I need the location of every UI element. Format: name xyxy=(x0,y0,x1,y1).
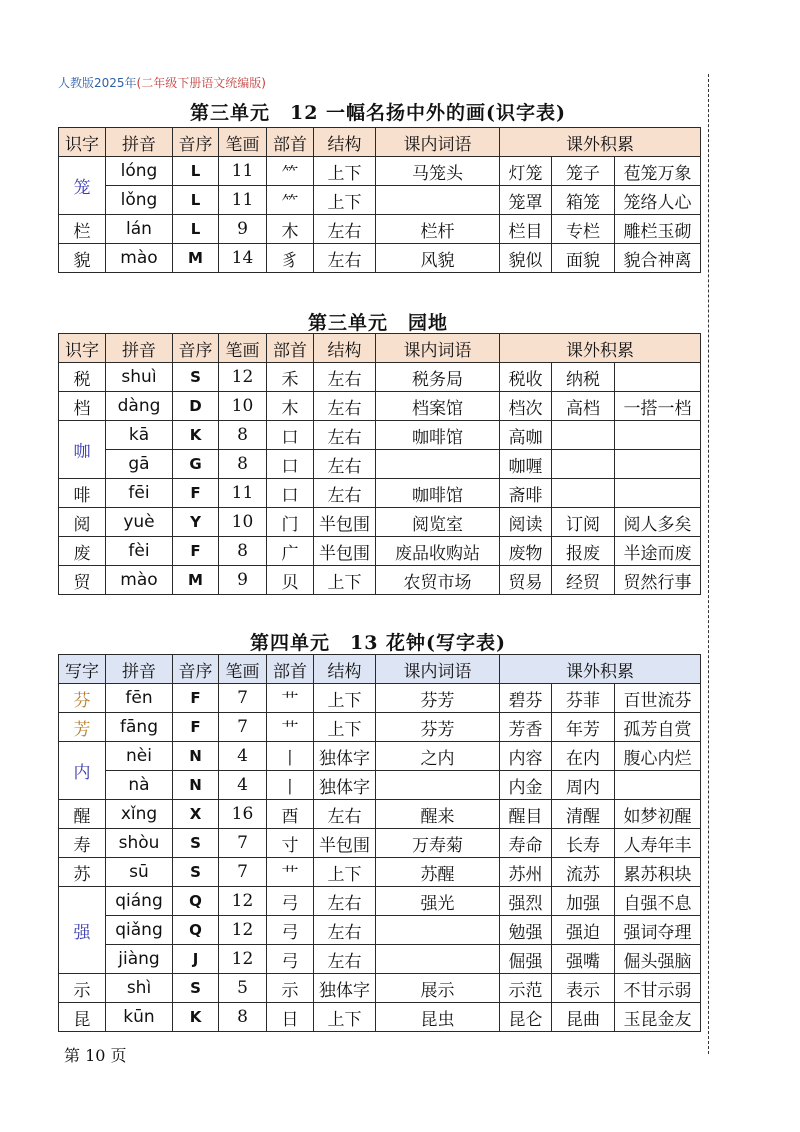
in-class-words-cell: 栏杆 xyxy=(376,215,500,244)
strokes-cell: 10 xyxy=(219,392,267,421)
in-class-words-cell: 咖啡馆 xyxy=(376,421,500,450)
radical-cell: 日 xyxy=(267,1003,314,1032)
index-cell: N xyxy=(173,742,219,771)
char-cell: 栏 xyxy=(59,215,106,244)
extra-words-cell: 废物 xyxy=(500,537,552,566)
column-header: 部首 xyxy=(267,655,314,684)
column-header: 识字 xyxy=(59,334,106,363)
in-class-words-cell: 废品收购站 xyxy=(376,537,500,566)
radical-cell: 弓 xyxy=(267,916,314,945)
strokes-cell: 8 xyxy=(219,450,267,479)
extra-words-cell: 人寿年丰 xyxy=(615,829,701,858)
extra-words-cell: 倔强 xyxy=(500,945,552,974)
column-header: 结构 xyxy=(314,655,376,684)
extra-words-cell: 高咖 xyxy=(500,421,552,450)
table-title-2: 第三单元 园地 xyxy=(307,312,448,334)
strokes-cell: 7 xyxy=(219,713,267,742)
table-row xyxy=(59,916,701,945)
index-cell: X xyxy=(173,800,219,829)
strokes-cell: 14 xyxy=(219,244,267,273)
table-row xyxy=(59,244,701,273)
column-header: 笔画 xyxy=(219,128,267,157)
structure-cell: 上下 xyxy=(314,1003,376,1032)
extra-words-cell: 表示 xyxy=(552,974,615,1003)
strokes-cell: 12 xyxy=(219,916,267,945)
char-cell: 示 xyxy=(59,974,106,1003)
vocab-table-3 xyxy=(58,654,701,1032)
strokes-cell: 11 xyxy=(219,157,267,186)
extra-words-cell: 经贸 xyxy=(552,566,615,595)
pinyin-cell: fēn xyxy=(106,684,173,713)
in-class-words-cell: 芬芳 xyxy=(376,713,500,742)
index-cell: L xyxy=(173,157,219,186)
extra-words-cell: 斋啡 xyxy=(500,479,552,508)
index-cell: D xyxy=(173,392,219,421)
pinyin-cell: mào xyxy=(106,244,173,273)
in-class-words-cell: 芬芳 xyxy=(376,684,500,713)
strokes-cell: 7 xyxy=(219,858,267,887)
pinyin-cell: shòu xyxy=(106,829,173,858)
extra-words-cell: 笼罩 xyxy=(500,186,552,215)
pinyin-cell: sū xyxy=(106,858,173,887)
column-header: 识字 xyxy=(59,128,106,157)
char-cell: 内 xyxy=(59,742,106,800)
table-row xyxy=(59,684,701,713)
in-class-words-cell: 阅览室 xyxy=(376,508,500,537)
extra-words-cell: 貌似 xyxy=(500,244,552,273)
extra-words-cell: 在内 xyxy=(552,742,615,771)
column-header: 拼音 xyxy=(106,128,173,157)
char-cell: 寿 xyxy=(59,829,106,858)
extra-words-cell: 内容 xyxy=(500,742,552,771)
table-row xyxy=(59,713,701,742)
column-header: 笔画 xyxy=(219,334,267,363)
char-cell: 阅 xyxy=(59,508,106,537)
extra-words-cell xyxy=(615,771,701,800)
radical-cell: 口 xyxy=(267,421,314,450)
in-class-words-cell xyxy=(376,450,500,479)
table-row xyxy=(59,742,701,771)
pinyin-cell: gā xyxy=(106,450,173,479)
table-row xyxy=(59,800,701,829)
column-header: 拼音 xyxy=(106,655,173,684)
extra-words-cell: 倔头强脑 xyxy=(615,945,701,974)
strokes-cell: 8 xyxy=(219,421,267,450)
structure-cell: 左右 xyxy=(314,450,376,479)
structure-cell: 上下 xyxy=(314,858,376,887)
in-class-words-cell xyxy=(376,945,500,974)
structure-cell: 上下 xyxy=(314,186,376,215)
in-class-words-cell: 苏醒 xyxy=(376,858,500,887)
extra-words-cell: 贸然行事 xyxy=(615,566,701,595)
index-cell: S xyxy=(173,974,219,1003)
structure-cell: 左右 xyxy=(314,916,376,945)
char-cell: 废 xyxy=(59,537,106,566)
radical-cell: 木 xyxy=(267,215,314,244)
radical-cell: 弓 xyxy=(267,945,314,974)
in-class-words-cell: 醒来 xyxy=(376,800,500,829)
in-class-words-cell: 展示 xyxy=(376,974,500,1003)
in-class-words-cell: 之内 xyxy=(376,742,500,771)
strokes-cell: 12 xyxy=(219,945,267,974)
radical-cell: 禾 xyxy=(267,363,314,392)
column-header: 部首 xyxy=(267,128,314,157)
extra-words-cell: 笼子 xyxy=(552,157,615,186)
page-number: 第 10 页 xyxy=(64,1046,127,1065)
pinyin-cell: fèi xyxy=(106,537,173,566)
char-cell: 笼 xyxy=(59,157,106,215)
char-cell: 醒 xyxy=(59,800,106,829)
structure-cell: 半包围 xyxy=(314,537,376,566)
column-header: 课外积累 xyxy=(500,334,701,363)
radical-cell: 艹 xyxy=(267,684,314,713)
extra-words-cell: 一搭一档 xyxy=(615,392,701,421)
index-cell: G xyxy=(173,450,219,479)
index-cell: M xyxy=(173,244,219,273)
column-header: 音序 xyxy=(173,334,219,363)
radical-cell: 艹 xyxy=(267,858,314,887)
strokes-cell: 8 xyxy=(219,1003,267,1032)
extra-words-cell: 不甘示弱 xyxy=(615,974,701,1003)
structure-cell: 上下 xyxy=(314,684,376,713)
extra-words-cell: 栏目 xyxy=(500,215,552,244)
extra-words-cell: 阅读 xyxy=(500,508,552,537)
extra-words-cell: 纳税 xyxy=(552,363,615,392)
column-header: 课内词语 xyxy=(376,655,500,684)
extra-words-cell: 强烈 xyxy=(500,887,552,916)
extra-words-cell: 玉昆金友 xyxy=(615,1003,701,1032)
strokes-cell: 4 xyxy=(219,771,267,800)
structure-cell: 独体字 xyxy=(314,771,376,800)
extra-words-cell: 腹心内烂 xyxy=(615,742,701,771)
pinyin-cell: lǒng xyxy=(106,186,173,215)
pinyin-cell: qiáng xyxy=(106,887,173,916)
strokes-cell: 12 xyxy=(219,363,267,392)
index-cell: L xyxy=(173,186,219,215)
strokes-cell: 5 xyxy=(219,974,267,1003)
in-class-words-cell: 强光 xyxy=(376,887,500,916)
radical-cell: ⺮ xyxy=(267,186,314,215)
table-row xyxy=(59,829,701,858)
extra-words-cell: 雕栏玉砌 xyxy=(615,215,701,244)
radical-cell: 示 xyxy=(267,974,314,1003)
char-cell: 贸 xyxy=(59,566,106,595)
strokes-cell: 7 xyxy=(219,829,267,858)
pinyin-cell: kā xyxy=(106,421,173,450)
extra-words-cell: 半途而废 xyxy=(615,537,701,566)
radical-cell: ⺮ xyxy=(267,157,314,186)
extra-words-cell: 昆曲 xyxy=(552,1003,615,1032)
extra-words-cell: 加强 xyxy=(552,887,615,916)
extra-words-cell: 周内 xyxy=(552,771,615,800)
extra-words-cell: 贸易 xyxy=(500,566,552,595)
extra-words-cell: 灯笼 xyxy=(500,157,552,186)
pinyin-cell: fāng xyxy=(106,713,173,742)
structure-cell: 左右 xyxy=(314,215,376,244)
pinyin-cell: shuì xyxy=(106,363,173,392)
index-cell: F xyxy=(173,537,219,566)
radical-cell: 酉 xyxy=(267,800,314,829)
char-cell: 税 xyxy=(59,363,106,392)
index-cell: J xyxy=(173,945,219,974)
structure-cell: 左右 xyxy=(314,479,376,508)
extra-words-cell: 阅人多矣 xyxy=(615,508,701,537)
index-cell: L xyxy=(173,215,219,244)
index-cell: Q xyxy=(173,887,219,916)
strokes-cell: 11 xyxy=(219,479,267,508)
index-cell: Q xyxy=(173,916,219,945)
in-class-words-cell: 咖啡馆 xyxy=(376,479,500,508)
index-cell: K xyxy=(173,421,219,450)
in-class-words-cell xyxy=(376,916,500,945)
header-row xyxy=(59,128,701,157)
column-header: 课内词语 xyxy=(376,128,500,157)
extra-words-cell: 报废 xyxy=(552,537,615,566)
column-header: 结构 xyxy=(314,334,376,363)
extra-words-cell: 专栏 xyxy=(552,215,615,244)
pinyin-cell: lóng xyxy=(106,157,173,186)
strokes-cell: 4 xyxy=(219,742,267,771)
radical-cell: 丨 xyxy=(267,742,314,771)
pinyin-cell: xǐng xyxy=(106,800,173,829)
table-row xyxy=(59,858,701,887)
extra-words-cell xyxy=(552,479,615,508)
extra-words-cell: 面貌 xyxy=(552,244,615,273)
table-row xyxy=(59,887,701,916)
header-row xyxy=(59,334,701,363)
radical-cell: 寸 xyxy=(267,829,314,858)
header-row xyxy=(59,655,701,684)
char-cell: 昆 xyxy=(59,1003,106,1032)
char-cell: 档 xyxy=(59,392,106,421)
extra-words-cell: 醒目 xyxy=(500,800,552,829)
radical-cell: 门 xyxy=(267,508,314,537)
column-header: 音序 xyxy=(173,128,219,157)
strokes-cell: 12 xyxy=(219,887,267,916)
index-cell: F xyxy=(173,713,219,742)
pinyin-cell: fēi xyxy=(106,479,173,508)
extra-words-cell: 自强不息 xyxy=(615,887,701,916)
table-row xyxy=(59,945,701,974)
index-cell: F xyxy=(173,479,219,508)
extra-words-cell xyxy=(552,421,615,450)
strokes-cell: 16 xyxy=(219,800,267,829)
radical-cell: 口 xyxy=(267,450,314,479)
in-class-words-cell: 农贸市场 xyxy=(376,566,500,595)
strokes-cell: 11 xyxy=(219,186,267,215)
radical-cell: 木 xyxy=(267,392,314,421)
extra-words-cell: 如梦初醒 xyxy=(615,800,701,829)
column-header: 课内词语 xyxy=(376,334,500,363)
column-header: 拼音 xyxy=(106,334,173,363)
table-row xyxy=(59,363,701,392)
in-class-words-cell xyxy=(376,186,500,215)
table-row xyxy=(59,974,701,1003)
table-row xyxy=(59,537,701,566)
table-title-1: 第三单元 12 一幅名扬中外的画(识字表) xyxy=(189,102,567,124)
structure-cell: 半包围 xyxy=(314,829,376,858)
extra-words-cell: 寿命 xyxy=(500,829,552,858)
extra-words-cell: 孤芳自赏 xyxy=(615,713,701,742)
char-cell: 强 xyxy=(59,887,106,974)
column-header: 写字 xyxy=(59,655,106,684)
table-row xyxy=(59,1003,701,1032)
table-row xyxy=(59,215,701,244)
extra-words-cell: 档次 xyxy=(500,392,552,421)
extra-words-cell: 百世流芬 xyxy=(615,684,701,713)
extra-words-cell xyxy=(615,421,701,450)
table-row xyxy=(59,392,701,421)
page-header xyxy=(58,74,266,91)
extra-words-cell: 累苏积块 xyxy=(615,858,701,887)
extra-words-cell: 清醒 xyxy=(552,800,615,829)
structure-cell: 半包围 xyxy=(314,508,376,537)
char-cell: 芬 xyxy=(59,684,106,713)
extra-words-cell xyxy=(615,363,701,392)
index-cell: K xyxy=(173,1003,219,1032)
char-cell: 咖 xyxy=(59,421,106,479)
extra-words-cell: 芬菲 xyxy=(552,684,615,713)
extra-words-cell: 内金 xyxy=(500,771,552,800)
pinyin-cell: lán xyxy=(106,215,173,244)
extra-words-cell: 高档 xyxy=(552,392,615,421)
extra-words-cell xyxy=(615,450,701,479)
index-cell: N xyxy=(173,771,219,800)
extra-words-cell: 强迫 xyxy=(552,916,615,945)
table-row xyxy=(59,186,701,215)
table-row xyxy=(59,566,701,595)
margin-dashed-line xyxy=(708,74,709,1054)
extra-words-cell: 貌合神离 xyxy=(615,244,701,273)
table-row xyxy=(59,157,701,186)
extra-words-cell: 苞笼万象 xyxy=(615,157,701,186)
extra-words-cell: 年芳 xyxy=(552,713,615,742)
strokes-cell: 9 xyxy=(219,215,267,244)
strokes-cell: 8 xyxy=(219,537,267,566)
in-class-words-cell: 税务局 xyxy=(376,363,500,392)
pinyin-cell: qiǎng xyxy=(106,916,173,945)
vocab-table-2 xyxy=(58,333,701,595)
column-header: 笔画 xyxy=(219,655,267,684)
extra-words-cell: 示范 xyxy=(500,974,552,1003)
extra-words-cell: 笼络人心 xyxy=(615,186,701,215)
in-class-words-cell: 风貌 xyxy=(376,244,500,273)
publisher-text: 人教版2025年 xyxy=(58,76,137,90)
index-cell: F xyxy=(173,684,219,713)
index-cell: M xyxy=(173,566,219,595)
pinyin-cell: mào xyxy=(106,566,173,595)
pinyin-cell: dàng xyxy=(106,392,173,421)
structure-cell: 上下 xyxy=(314,566,376,595)
extra-words-cell xyxy=(552,450,615,479)
table-title-3: 第四单元 13 花钟(写字表) xyxy=(249,632,507,654)
extra-words-cell: 咖喱 xyxy=(500,450,552,479)
char-cell: 啡 xyxy=(59,479,106,508)
in-class-words-cell: 昆虫 xyxy=(376,1003,500,1032)
structure-cell: 独体字 xyxy=(314,742,376,771)
structure-cell: 左右 xyxy=(314,244,376,273)
structure-cell: 左右 xyxy=(314,800,376,829)
extra-words-cell: 苏州 xyxy=(500,858,552,887)
vocab-table-1 xyxy=(58,127,701,273)
structure-cell: 左右 xyxy=(314,363,376,392)
strokes-cell: 10 xyxy=(219,508,267,537)
table-row xyxy=(59,421,701,450)
structure-cell: 左右 xyxy=(314,421,376,450)
structure-cell: 左右 xyxy=(314,887,376,916)
in-class-words-cell: 万寿菊 xyxy=(376,829,500,858)
structure-cell: 独体字 xyxy=(314,974,376,1003)
column-header: 课外积累 xyxy=(500,128,701,157)
radical-cell: 广 xyxy=(267,537,314,566)
extra-words-cell: 箱笼 xyxy=(552,186,615,215)
radical-cell: 豸 xyxy=(267,244,314,273)
structure-cell: 左右 xyxy=(314,392,376,421)
extra-words-cell: 流苏 xyxy=(552,858,615,887)
radical-cell: 口 xyxy=(267,479,314,508)
index-cell: S xyxy=(173,858,219,887)
pinyin-cell: nà xyxy=(106,771,173,800)
char-cell: 芳 xyxy=(59,713,106,742)
in-class-words-cell xyxy=(376,771,500,800)
table-row xyxy=(59,450,701,479)
char-cell: 貌 xyxy=(59,244,106,273)
edition-text: (二年级下册语文统编版) xyxy=(136,76,266,90)
structure-cell: 上下 xyxy=(314,157,376,186)
extra-words-cell: 勉强 xyxy=(500,916,552,945)
index-cell: S xyxy=(173,363,219,392)
pinyin-cell: kūn xyxy=(106,1003,173,1032)
extra-words-cell: 税收 xyxy=(500,363,552,392)
extra-words-cell: 订阅 xyxy=(552,508,615,537)
table-row xyxy=(59,771,701,800)
extra-words-cell: 昆仑 xyxy=(500,1003,552,1032)
extra-words-cell: 芳香 xyxy=(500,713,552,742)
column-header: 课外积累 xyxy=(500,655,701,684)
structure-cell: 左右 xyxy=(314,945,376,974)
index-cell: S xyxy=(173,829,219,858)
index-cell: Y xyxy=(173,508,219,537)
extra-words-cell: 强嘴 xyxy=(552,945,615,974)
column-header: 结构 xyxy=(314,128,376,157)
pinyin-cell: shì xyxy=(106,974,173,1003)
radical-cell: 贝 xyxy=(267,566,314,595)
table-row xyxy=(59,508,701,537)
extra-words-cell: 长寿 xyxy=(552,829,615,858)
radical-cell: 丨 xyxy=(267,771,314,800)
table-row xyxy=(59,479,701,508)
strokes-cell: 9 xyxy=(219,566,267,595)
strokes-cell: 7 xyxy=(219,684,267,713)
pinyin-cell: nèi xyxy=(106,742,173,771)
column-header: 音序 xyxy=(173,655,219,684)
radical-cell: 弓 xyxy=(267,887,314,916)
extra-words-cell xyxy=(615,479,701,508)
structure-cell: 上下 xyxy=(314,713,376,742)
pinyin-cell: yuè xyxy=(106,508,173,537)
pinyin-cell: jiàng xyxy=(106,945,173,974)
in-class-words-cell: 马笼头 xyxy=(376,157,500,186)
column-header: 部首 xyxy=(267,334,314,363)
char-cell: 苏 xyxy=(59,858,106,887)
extra-words-cell: 强词夺理 xyxy=(615,916,701,945)
extra-words-cell: 碧芬 xyxy=(500,684,552,713)
radical-cell: 艹 xyxy=(267,713,314,742)
in-class-words-cell: 档案馆 xyxy=(376,392,500,421)
